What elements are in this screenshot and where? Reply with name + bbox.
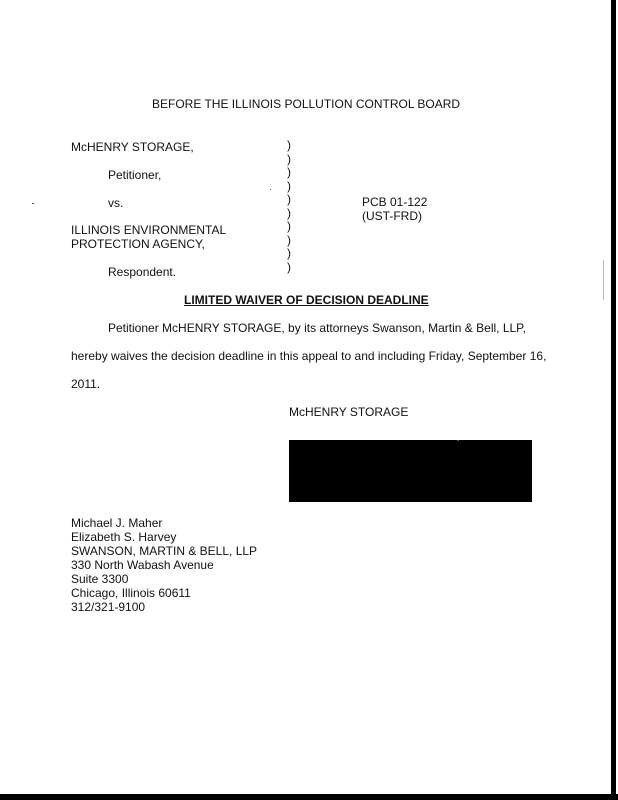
paren: ) [287,192,291,206]
paren: ) [287,219,291,233]
petitioner-name: McHENRY STORAGE, [71,140,194,154]
attorney-line: Michael J. Maher [71,516,163,530]
versus-label: vs. [108,196,124,210]
attorney-line: Chicago, Illinois 60611 [71,586,191,600]
paren: ) [287,246,291,260]
paren: ) [287,178,291,193]
body-line-1: Petitioner McHENRY STORAGE, by its attorneys Swanson, Martin & Bell, LLP, [108,321,526,335]
document-title: LIMITED WAIVER OF DECISION DEADLINE [184,293,429,307]
signature-party: McHENRY STORAGE [289,405,409,419]
body-line-3: 2011. [71,377,101,391]
scan-speck [270,189,271,190]
caption-divider [287,139,297,274]
paren: ) [287,165,291,179]
court-heading: BEFORE THE ILLINOIS POLLUTION CONTROL BOARD [152,97,461,111]
paren: ) [287,205,291,220]
respondent-name-line2: PROTECTION AGENCY, [71,237,205,251]
case-type: (UST-FRD) [362,209,422,223]
attorney-line: 330 North Wabash Avenue [71,558,214,572]
respondent-role: Respondent. [108,265,177,279]
paren: ) [287,259,291,274]
redacted-signature [289,440,532,502]
petitioner-role: Petitioner, [108,168,162,182]
scan-edge-bottom [0,794,618,800]
body-line-2: hereby waives the decision deadline in this appeal to and including Friday, September 16, [71,349,547,363]
attorney-line: 312/321-9100 [71,600,146,614]
attorney-block [71,516,257,614]
scan-speck [32,203,34,204]
attorney-line: Suite 3300 [71,572,129,586]
paren: ) [287,232,291,247]
attorney-line: Elizabeth S. Harvey [71,530,177,544]
attorney-line: SWANSON, MARTIN & BELL, LLP [71,544,258,558]
scan-speck [603,260,604,300]
paren: ) [287,151,291,166]
scan-speck [457,440,459,441]
case-number: PCB 01-122 [362,195,428,209]
respondent-name-line1: ILLINOIS ENVIRONMENTAL [71,223,227,237]
paren: ) [287,138,291,152]
scan-edge-right [611,0,616,800]
